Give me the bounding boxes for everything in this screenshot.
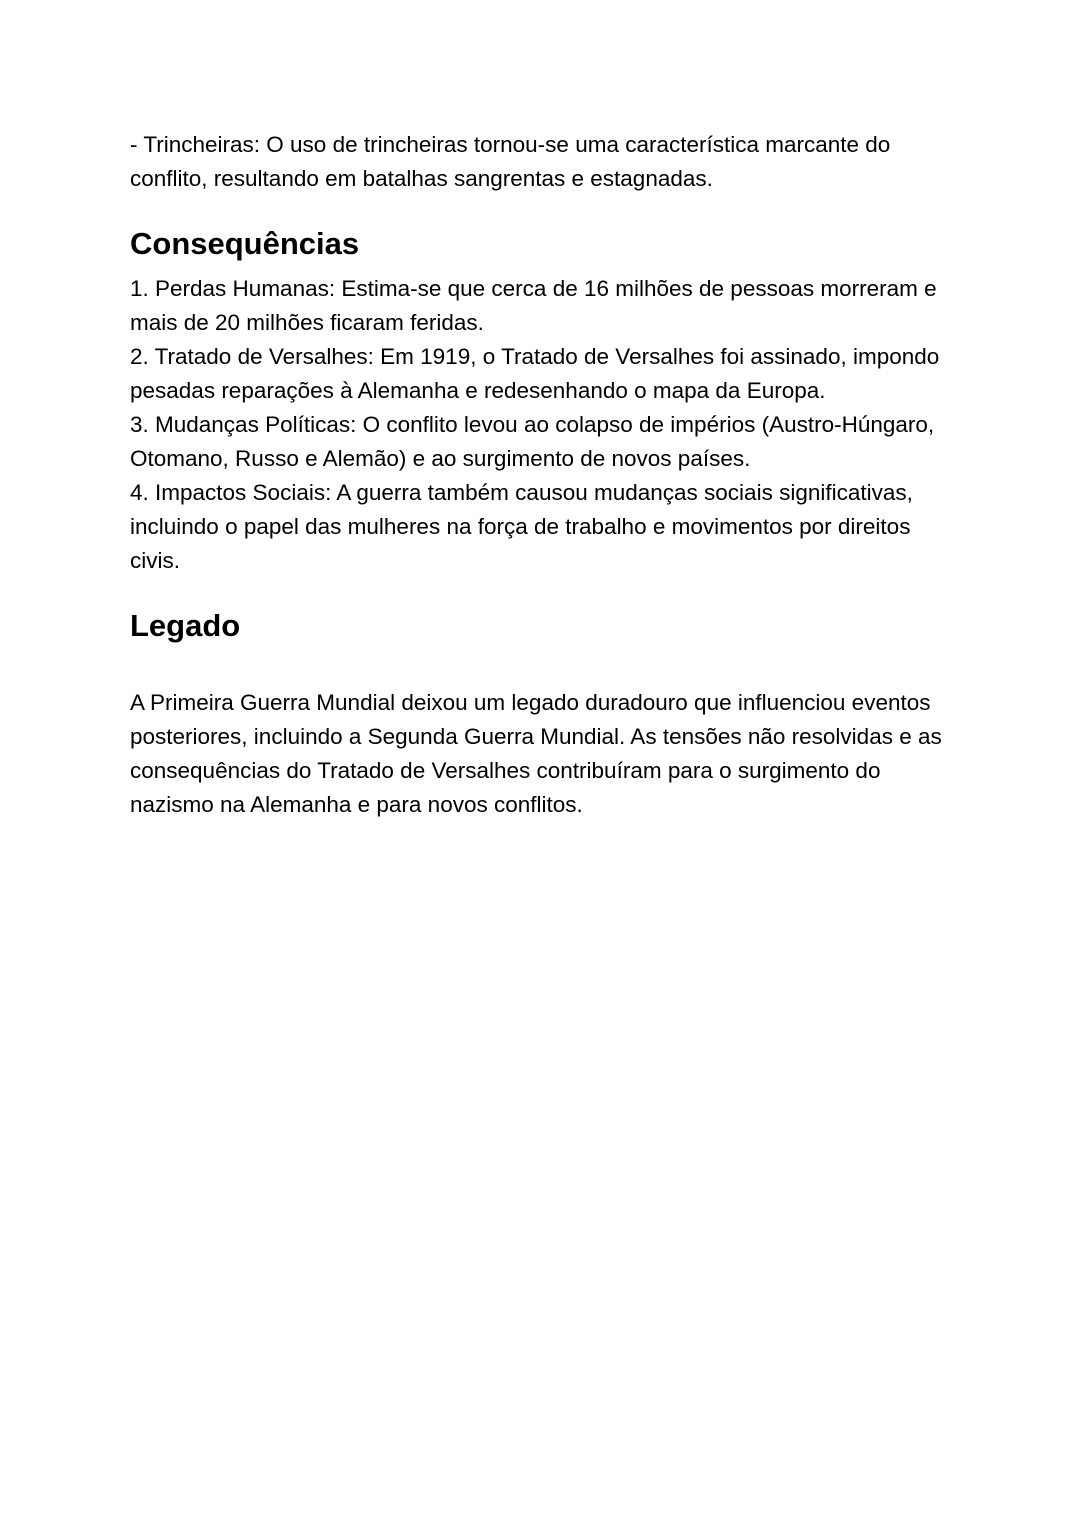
list-item-perdas-humanas: 1. Perdas Humanas: Estima-se que cerca de 16 milhões de pessoas morreram e mais de 20 milhões ficaram feridas. [130, 276, 937, 335]
blank-line [130, 652, 945, 686]
document-content [130, 128, 945, 822]
heading-legado: Legado [130, 608, 241, 643]
list-item-tratado-versalhes: 2. Tratado de Versalhes: Em 1919, o Tratado de Versalhes foi assinado, impondo pesadas reparações à Alemanha e redesenhando o mapa da Europa. [130, 344, 940, 403]
heading-consequencias: Consequências [130, 226, 360, 261]
list-item-impactos-sociais: 4. Impactos Sociais: A guerra também causou mudanças sociais significativas, incluindo o papel das mulheres na força de trabalho e movimentos por direitos civis. [130, 480, 913, 573]
list-item-mudancas-politicas: 3. Mudanças Políticas: O conflito levou ao colapso de impérios (Austro-Húngaro, Otomano, Russo e Alemão) e ao surgimento de novos países. [130, 412, 935, 471]
paragraph-legado: A Primeira Guerra Mundial deixou um legado duradouro que influenciou eventos posteriores, incluindo a Segunda Guerra Mundial. As tensões não resolvidas e as consequências do Tratado de Versalhes contribuíram para o surgimento do nazismo na Alemanha e para novos conflitos. [130, 690, 942, 817]
paragraph-trincheiras: - Trincheiras: O uso de trincheiras tornou-se uma característica marcante do conflito, resultando em batalhas sangrentas e estagnadas. [130, 132, 891, 191]
